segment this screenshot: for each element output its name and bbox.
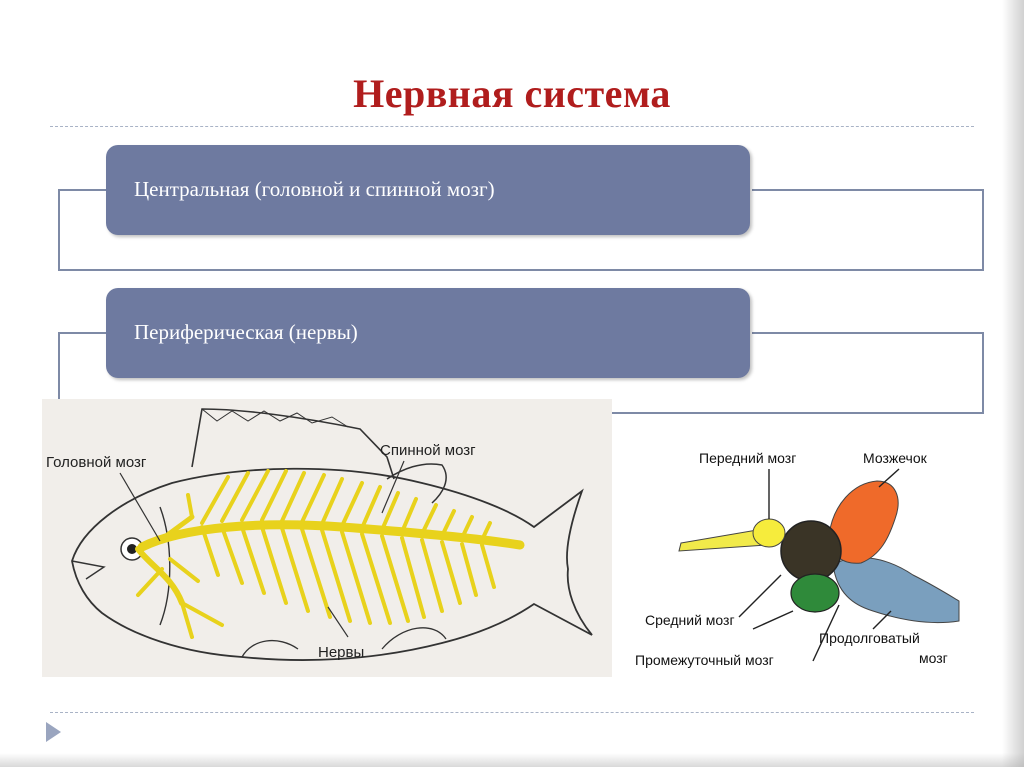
label-medulla-line2: мозг: [919, 650, 948, 666]
label-spinal-cord: Спинной мозг: [380, 442, 476, 459]
label-diencephalon: Промежуточный мозг: [635, 652, 774, 668]
slide-shadow-bottom: [0, 753, 1024, 767]
item-peripheral: Периферическая (нервы): [106, 288, 750, 378]
label-medulla-line1: Продолговатый: [819, 630, 920, 646]
fish-diagram: [42, 399, 612, 677]
optic-lobe-shape: [781, 521, 841, 581]
brain-diagram: [633, 425, 965, 675]
divider-bottom: [50, 712, 974, 713]
label-midbrain: Средний мозг: [645, 612, 735, 628]
nervous-system: [138, 471, 520, 637]
slide-nav-arrow-icon: [46, 722, 61, 742]
label-nerves: Нервы: [318, 644, 365, 661]
label-forebrain: Передний мозг: [699, 450, 797, 466]
forebrain-shape: [753, 519, 785, 547]
slide-title: Нервная система: [353, 71, 671, 116]
item-central: Центральная (головной и спинной мозг): [106, 145, 750, 235]
green-lobe-shape: [791, 574, 839, 612]
medulla-shape: [833, 558, 959, 623]
label-brain: Головной мозг: [46, 454, 147, 471]
label-cerebellum: Мозжечок: [863, 450, 927, 466]
divider-top: [50, 126, 974, 127]
